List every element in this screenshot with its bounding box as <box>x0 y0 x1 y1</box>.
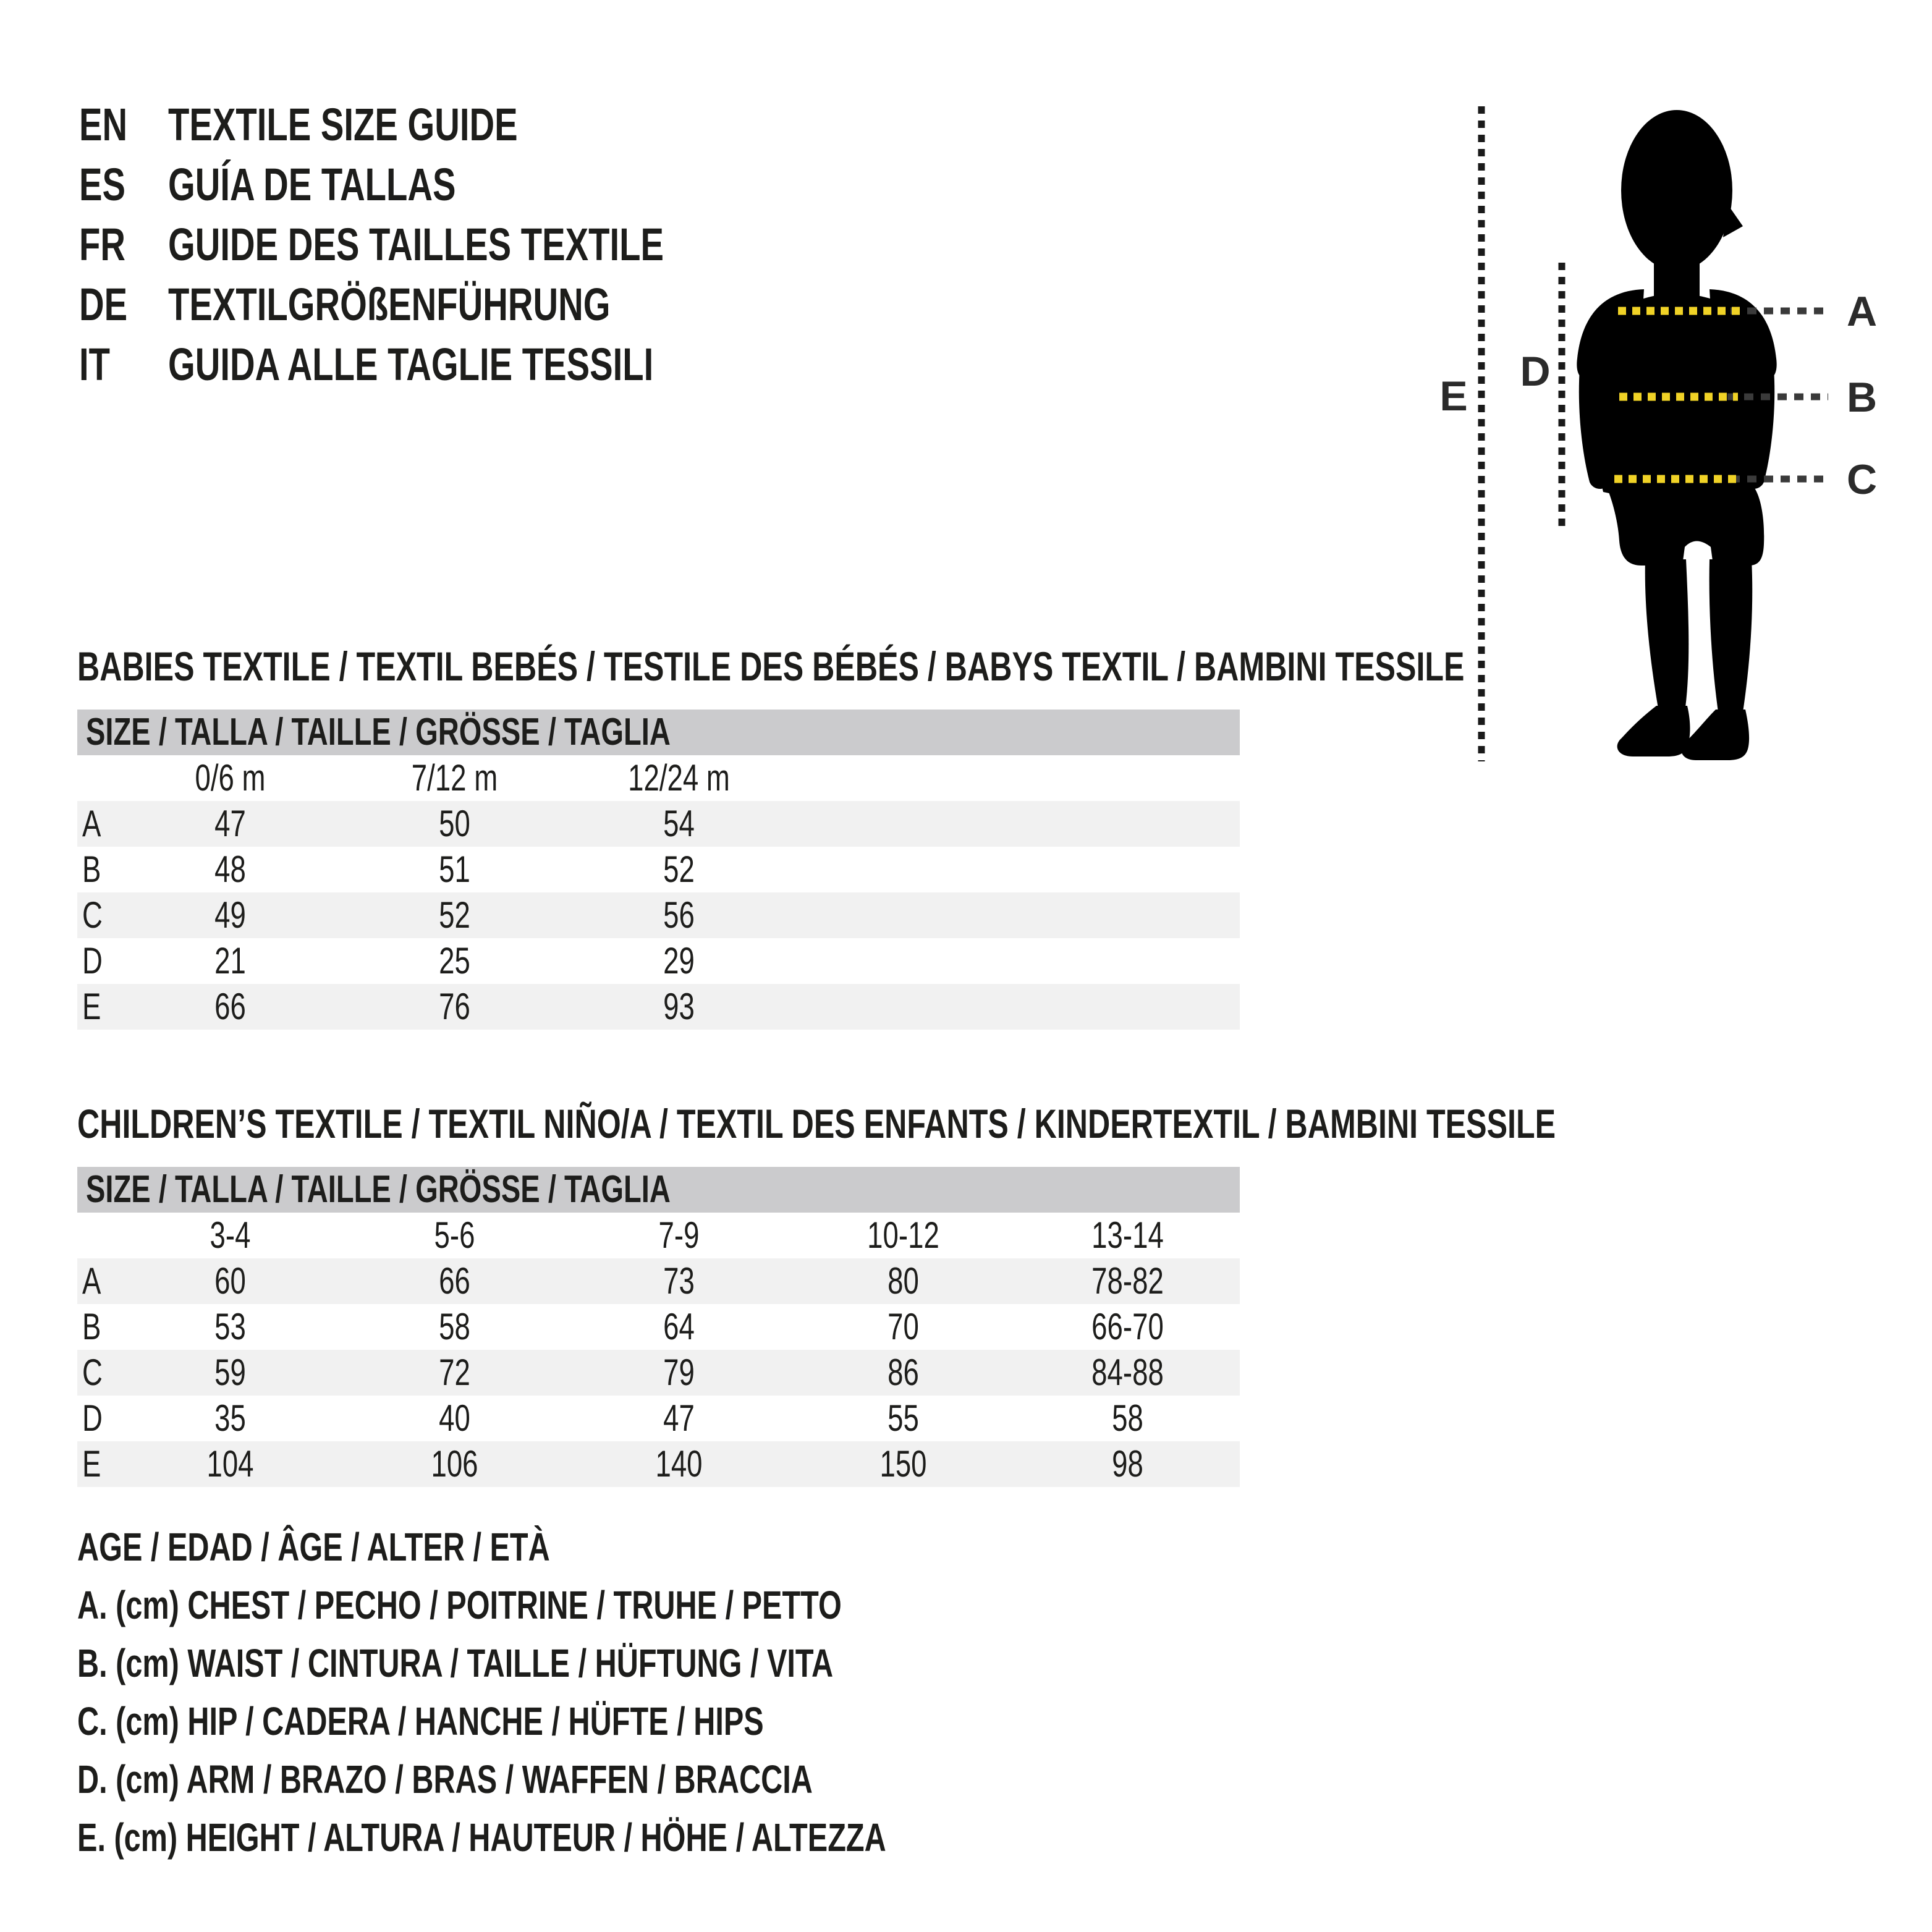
table-cell: 50 <box>439 803 470 844</box>
legend-line-height: E. (cm) HEIGHT / ALTURA / HAUTEUR / HÖHE / ALTEZZA <box>77 1815 886 1860</box>
table-cell: 47 <box>663 1397 695 1439</box>
table-cell: 52 <box>439 894 470 936</box>
table-row <box>77 1396 1240 1441</box>
row-label: E <box>82 986 101 1027</box>
language-row-fr <box>79 214 1068 274</box>
row-label: D <box>82 1397 103 1439</box>
silhouette-shorts <box>1604 482 1764 566</box>
guide-title-es: GUÍA DE TALLAS <box>168 159 456 210</box>
figure-label-c: C <box>1847 456 1878 503</box>
legend-line-waist: B. (cm) WAIST / CINTURA / TAILLE / HÜFTUNG / VITA <box>77 1641 834 1685</box>
table-cell: 80 <box>888 1260 919 1302</box>
row-label: C <box>82 894 103 936</box>
table-cell: 21 <box>214 940 246 981</box>
figure-label-a: A <box>1847 288 1878 335</box>
table-cell: 66 <box>214 986 246 1027</box>
language-row-en <box>79 95 1068 155</box>
table-row <box>77 1441 1240 1487</box>
language-code: DE <box>79 279 128 330</box>
language-header <box>79 95 1068 394</box>
language-code: IT <box>79 339 110 390</box>
language-code: EN <box>79 99 128 150</box>
table-cell: 29 <box>663 940 695 981</box>
table-cell: 106 <box>431 1443 478 1485</box>
language-row-de <box>79 274 1068 334</box>
table-cell: 150 <box>879 1443 927 1485</box>
children-size-header-bar <box>77 1167 1240 1213</box>
babies-column-header-row <box>77 755 1240 801</box>
column-header: 0/6 m <box>195 757 266 799</box>
table-cell: 72 <box>439 1352 470 1393</box>
table-cell: 54 <box>663 803 695 844</box>
table-cell: 140 <box>655 1443 703 1485</box>
table-cell: 58 <box>439 1306 470 1347</box>
silhouette-right-arm <box>1740 368 1774 489</box>
silhouette-right-shoe <box>1682 710 1750 760</box>
table-row <box>77 801 1240 847</box>
table-cell: 78-82 <box>1091 1260 1164 1302</box>
column-header: 10-12 <box>867 1214 939 1256</box>
table-cell: 104 <box>206 1443 254 1485</box>
legend-line-hip: C. (cm) HIP / CADERA / HANCHE / HÜFTE / HIPS <box>77 1699 764 1743</box>
column-header: 12/24 m <box>628 757 730 799</box>
table-cell: 25 <box>439 940 470 981</box>
silhouette-right-sleeve <box>1710 289 1777 379</box>
row-label: A <box>82 1260 101 1302</box>
row-label: B <box>82 1306 101 1347</box>
children-section-title: CHILDREN’S TEXTILE / TEXTIL NIÑO/A / TEXTIL DES ENFANTS / KINDERTEXTIL / BAMBINI TESSILE <box>77 1101 1556 1146</box>
table-cell: 66 <box>439 1260 470 1302</box>
babies-section-title: BABIES TEXTILE / TEXTIL BEBÉS / TESTILE DES BÉBÉS / BABYS TEXTIL / BAMBINI TESSILE <box>77 643 1465 689</box>
size-header-label: SIZE / TALLA / TAILLE / GRÖSSE / TAGLIA <box>86 1168 671 1211</box>
column-header: 5-6 <box>434 1214 475 1256</box>
table-cell: 55 <box>888 1397 919 1439</box>
row-label: A <box>82 803 101 844</box>
table-cell: 59 <box>214 1352 246 1393</box>
legend-line-age: AGE / EDAD / ÂGE / ALTER / ETÀ <box>77 1525 550 1569</box>
silhouette-left-sleeve <box>1577 289 1644 379</box>
language-code: FR <box>79 219 125 270</box>
table-row <box>77 1258 1240 1304</box>
row-label: C <box>82 1352 103 1393</box>
row-label: B <box>82 849 101 890</box>
table-cell: 86 <box>888 1352 919 1393</box>
guide-title-en: TEXTILE SIZE GUIDE <box>168 99 518 150</box>
table-row <box>77 1350 1240 1396</box>
row-label: D <box>82 940 103 981</box>
language-row-es <box>79 155 1068 214</box>
table-cell: 76 <box>439 986 470 1027</box>
table-row <box>77 1304 1240 1350</box>
column-header: 3-4 <box>210 1214 251 1256</box>
language-code: ES <box>79 159 126 210</box>
guide-title-de: TEXTILGRÖßENFÜHRUNG <box>168 279 611 330</box>
table-cell: 52 <box>663 849 695 890</box>
table-cell: 79 <box>663 1352 695 1393</box>
table-row <box>77 847 1240 892</box>
column-header: 13-14 <box>1091 1214 1164 1256</box>
column-header: 7/12 m <box>411 757 498 799</box>
table-cell: 93 <box>663 986 695 1027</box>
figure-label-b: B <box>1847 374 1878 421</box>
table-cell: 35 <box>214 1397 246 1439</box>
language-row-it <box>79 334 1068 394</box>
table-cell: 64 <box>663 1306 695 1347</box>
legend-line-chest: A. (cm) CHEST / PECHO / POITRINE / TRUHE / PETTO <box>77 1583 842 1627</box>
table-cell: 73 <box>663 1260 695 1302</box>
row-label: E <box>82 1443 101 1485</box>
table-cell: 40 <box>439 1397 470 1439</box>
column-header: 7-9 <box>658 1214 700 1256</box>
guide-title-fr: GUIDE DES TAILLES TEXTILE <box>168 219 664 270</box>
figure-label-d: D <box>1520 348 1551 395</box>
table-cell: 48 <box>214 849 246 890</box>
table-cell: 98 <box>1112 1443 1143 1485</box>
table-cell: 70 <box>888 1306 919 1347</box>
figure-label-e: E <box>1439 373 1468 420</box>
table-row <box>77 892 1240 938</box>
table-cell: 47 <box>214 803 246 844</box>
silhouette-left-arm <box>1579 368 1614 489</box>
table-row <box>77 984 1240 1030</box>
table-cell: 84-88 <box>1091 1352 1164 1393</box>
table-cell: 51 <box>439 849 470 890</box>
table-cell: 53 <box>214 1306 246 1347</box>
legend-line-arm: D. (cm) ARM / BRAZO / BRAS / WAFFEN / BRACCIA <box>77 1757 813 1802</box>
babies-size-header-bar <box>77 710 1240 755</box>
size-header-label: SIZE / TALLA / TAILLE / GRÖSSE / TAGLIA <box>86 711 671 753</box>
table-cell: 66-70 <box>1091 1306 1164 1347</box>
table-cell: 58 <box>1112 1397 1143 1439</box>
children-column-header-row <box>77 1213 1240 1258</box>
table-cell: 60 <box>214 1260 246 1302</box>
table-cell: 56 <box>663 894 695 936</box>
table-row <box>77 938 1240 984</box>
table-cell: 49 <box>214 894 246 936</box>
guide-title-it: GUIDA ALLE TAGLIE TESSILI <box>168 339 654 390</box>
silhouette-left-shoe <box>1617 706 1690 756</box>
measurement-legend <box>77 1518 1142 1866</box>
